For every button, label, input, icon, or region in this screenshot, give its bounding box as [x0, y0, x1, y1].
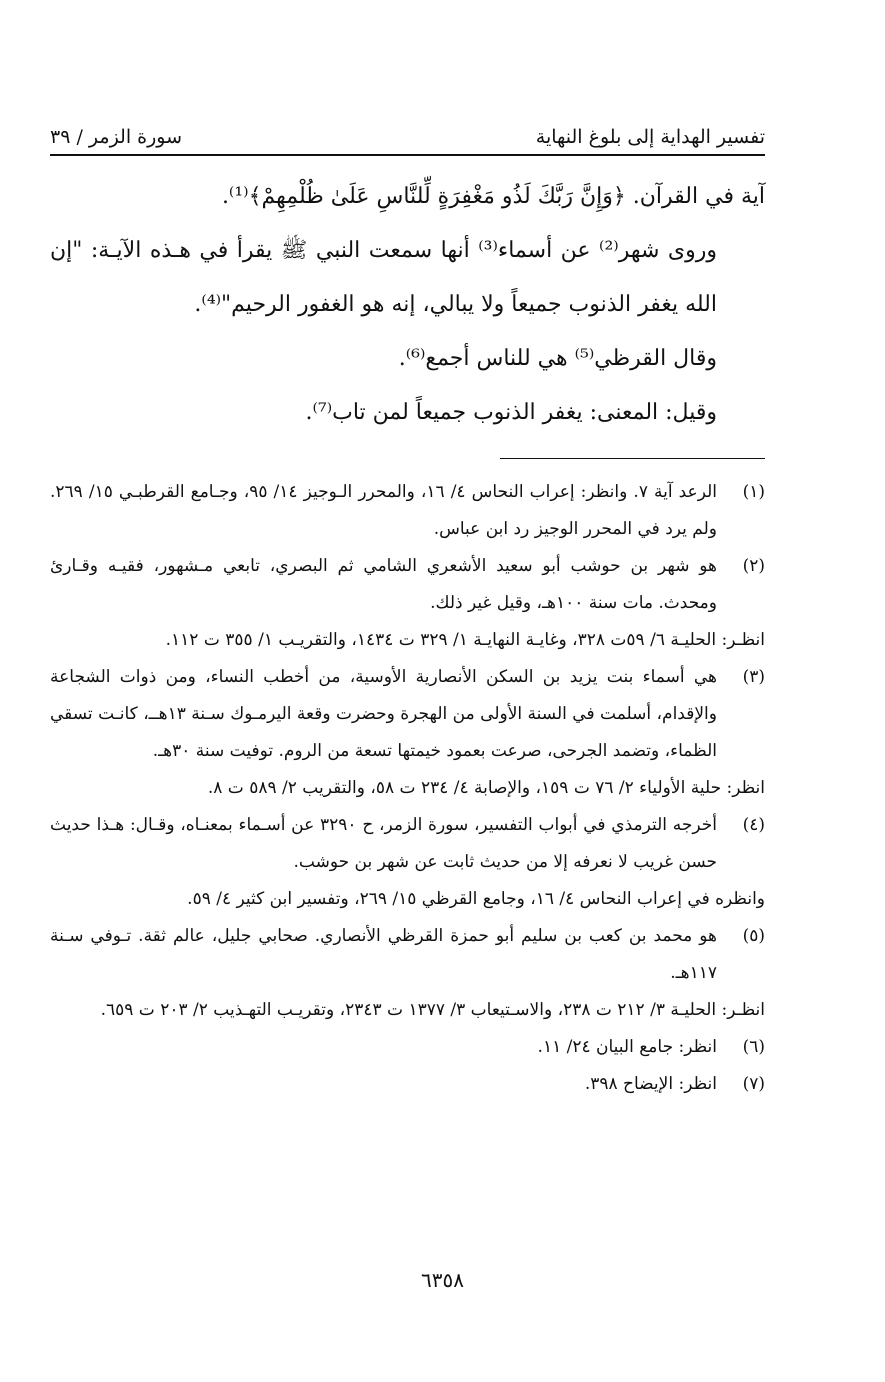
- surah-reference: سورة الزمر / ٣٩: [50, 126, 183, 148]
- footnote-text: انظر: جامع البيان ٢٤/ ١١.: [537, 1037, 717, 1057]
- main-text: [50, 170, 765, 440]
- footnote-number: (٧): [742, 1074, 765, 1094]
- footnote-number: (٤): [742, 815, 765, 835]
- main-paragraph: وقيل: المعنى: يغفر الذنوب جميعاً لمن تاب⁽⁷⁾.: [305, 400, 717, 425]
- main-paragraph: وروى شهر⁽²⁾ عن أسماء⁽³⁾ أنها سمعت النبي ﷺ يقرأ في هـذه الآيـة: "إن الله يغفر الذنوب جميعاً ولا يبالي، إنه هو الغفور الرحيم"⁽⁴⁾.: [50, 238, 718, 317]
- footnote: [50, 918, 765, 992]
- footnote-reference: وانظره في إعراب النحاس ٤/ ١٦، وجامع القرظي ١٥/ ٢٦٩، وتفسير ابن كثير ٤/ ٥٩.: [187, 889, 765, 909]
- footnote-text: هو محمد بن كعب بن سليم أبو حمزة القرظي الأنصاري. صحابي جليل، عالم ثقة. تـوفي سـنة ١١٧هـ.: [50, 926, 717, 983]
- book-title: تفسير الهداية إلى بلوغ النهاية: [535, 126, 765, 148]
- footnote: [50, 1066, 765, 1103]
- footnote-number: (١): [742, 482, 765, 502]
- footnote-number: (٥): [742, 926, 765, 946]
- footnote-text: أخرجه الترمذي في أبواب التفسير، سورة الزمر، ح ٣٢٩٠ عن أسـماء بمعنـاه، وقـال: هـذا حديث حسن غريب لا نعرفه إلا من حديث ثابت عن شهر بن حوشب.: [50, 815, 717, 872]
- main-paragraph: آية في القرآن. ﴿وَإِنَّ رَبَّكَ لَذُو مَغْفِرَةٍ لِّلنَّاسِ عَلَىٰ ظُلْمِهِمْ﴾⁽¹⁾.: [221, 184, 765, 209]
- footnote: [50, 474, 765, 548]
- footnote-text: هو شهر بن حوشب أبو سعيد الأشعري الشامي ثم البصري، تابعي مـشهور، فقيـه وقـارئ ومحدث. مات سنة ١٠٠هـ، وقيل غير ذلك.: [50, 556, 717, 613]
- main-paragraph: وقال القرظي⁽⁵⁾ هي للناس أجمع⁽⁶⁾.: [398, 346, 717, 371]
- footnote-number: (٢): [742, 556, 765, 576]
- footnote: [50, 1029, 765, 1066]
- footnote-reference: انظـر: الحليـة ٣/ ٢١٢ ت ٢٣٨، والاسـتيعاب ٣/ ١٣٧٧ ت ٢٣٤٣، وتقريـب التهـذيب ٢/ ٢٠٣ ت ٦٥٩.: [100, 1000, 765, 1020]
- footnote-separator: [500, 458, 765, 459]
- footnote-text: هي أسماء بنت يزيد بن السكن الأنصارية الأوسية، من أخطب النساء، ومن ذوات الشجاعة والإقدام، أسلمت في السنة الأولى من الهجرة وحضرت وقعة اليرمـوك سـنة ١٣هــ، كانـت تسقي الظماء، وتضمد الجرحى، صرعت بعمود خيمتها تسعة من الروم. توفيت سنة ٣٠هـ.: [50, 667, 717, 761]
- footnote-text: انظر: الإيضاح ٣٩٨.: [584, 1074, 717, 1094]
- footnote-number: (٣): [742, 667, 765, 687]
- footnotes: [50, 474, 765, 1103]
- footnote: [50, 807, 765, 881]
- footnote: [50, 548, 765, 622]
- footnote-reference: انظر: حلية الأولياء ٢/ ٧٦ ت ١٥٩، والإصابة ٤/ ٢٣٤ ت ٥٨، والتقريب ٢/ ٥٨٩ ت ٨.: [207, 778, 765, 798]
- footnote-number: (٦): [742, 1037, 765, 1057]
- running-header: [50, 112, 765, 156]
- footnote: [50, 659, 765, 770]
- footnote-text: الرعد آية ٧. وانظر: إعراب النحاس ٤/ ١٦، والمحرر الـوجيز ١٤/ ٩٥، وجـامع القرطبـي ١٥/ ٢٦٩. ولم يرد في المحرر الوجيز رد ابن عباس.: [50, 482, 717, 539]
- page-number: ٦٣٥٨: [421, 1268, 464, 1292]
- footnote-reference: انظـر: الحليـة ٦/ ٥٩ت ٣٢٨، وغايـة النهايـة ١/ ٣٢٩ ت ١٤٣٤، والتقريـب ١/ ٣٥٥ ت ١١٢.: [165, 630, 765, 650]
